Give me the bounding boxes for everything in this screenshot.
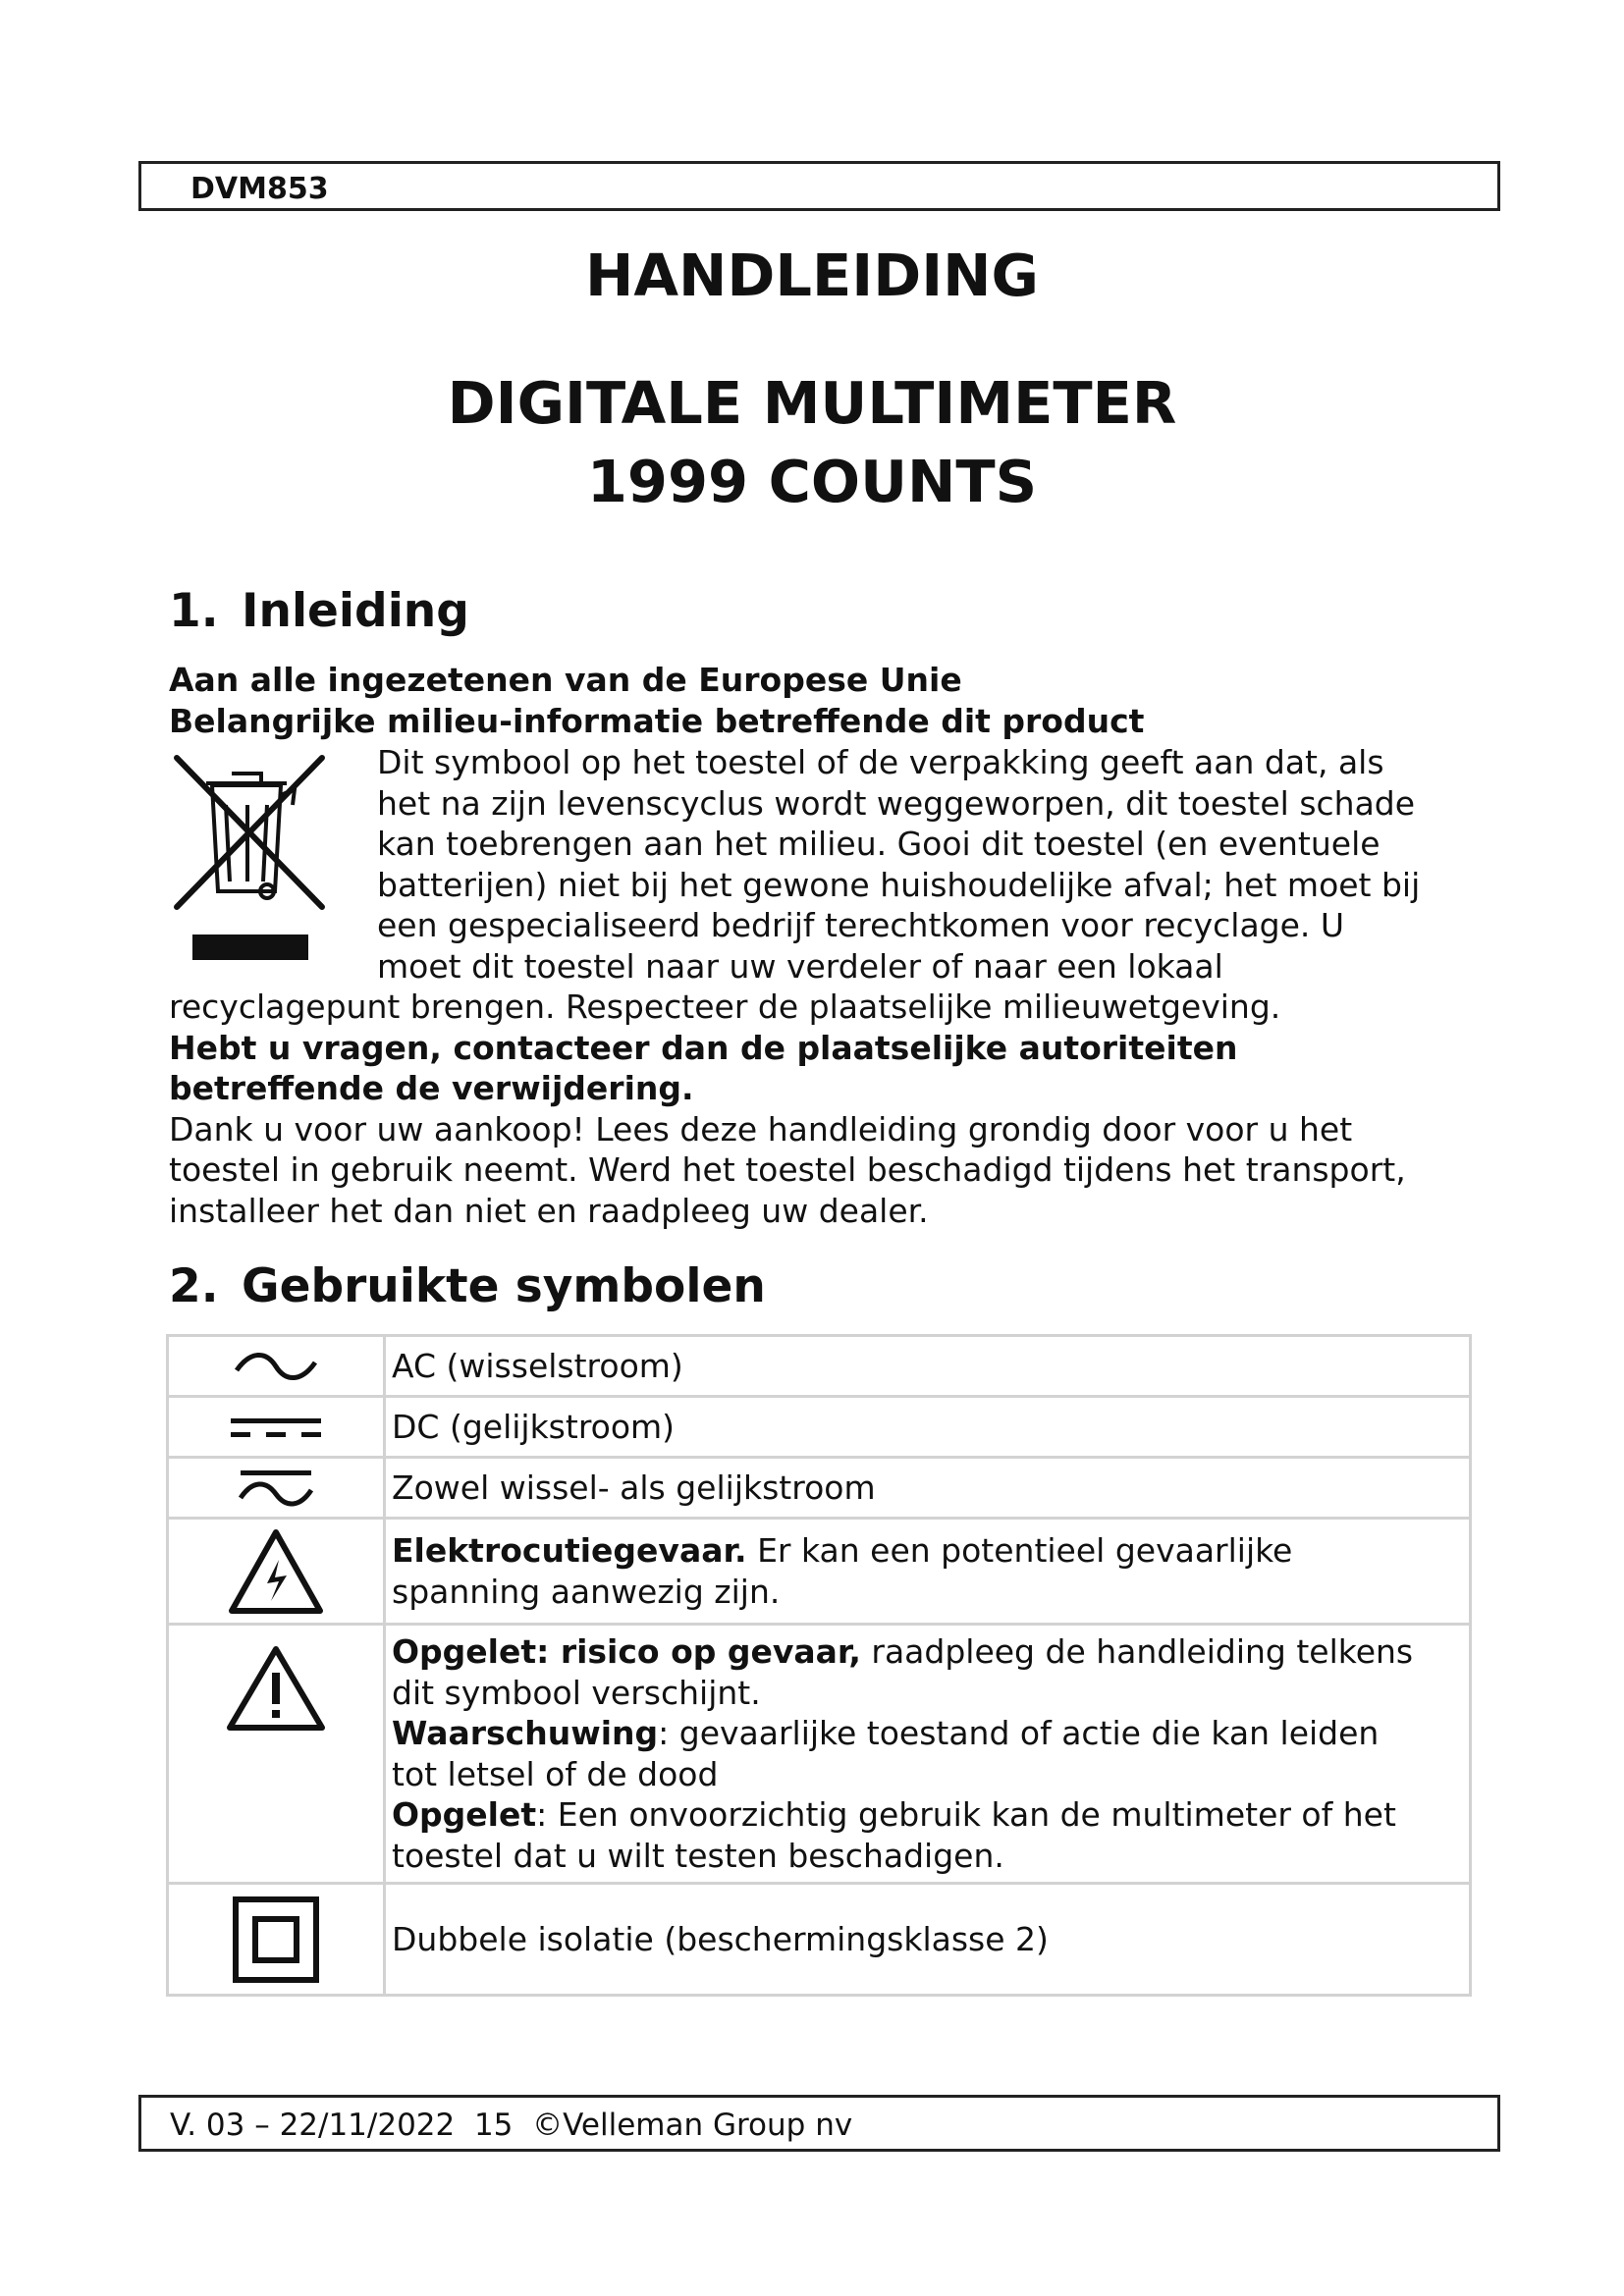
product-title: DIGITALE MULTIMETER [447, 369, 1177, 437]
weee-text-line: Dit symbool op het toestel of de verpakking geeft aan dat, als [377, 743, 1384, 781]
section-1-heading [169, 584, 469, 638]
table-row [168, 1397, 1471, 1458]
electrocution-hazard-icon [226, 1526, 326, 1617]
table-row [168, 1519, 1471, 1625]
table-row [168, 1336, 1471, 1397]
symbol-description: DC (gelijkstroom) [385, 1397, 1471, 1458]
thanks-line: Dank u voor uw aankoop! Lees deze handleiding grondig door voor u het [169, 1109, 1353, 1148]
attention-label: Opgelet [392, 1795, 537, 1834]
caution-label: Opgelet: risico op gevaar, [392, 1632, 861, 1671]
symbol-description: Dubbele isolatie (beschermingsklasse 2) [385, 1884, 1471, 1996]
hazard-label: Elektrocutiegevaar. [392, 1531, 747, 1570]
section-1-title: Inleiding [242, 584, 469, 638]
crossed-out-wheelie-bin-icon [165, 744, 332, 976]
dc-dashed-lines-icon [229, 1413, 323, 1442]
table-row: Opgelet: risico op gevaar, raadpleeg de handleiding telkens dit symbool verschijnt. Waarschuwing: gevaarlijke toestand of actie die kan leiden tot letsel of de dood Opgelet: Een onvoorzichtig gebruik kan de multimeter of het toestel dat u wilt testen beschadigen. [168, 1625, 1471, 1884]
double-insulation-icon [232, 1896, 320, 1984]
warning-label: Waarschuwing [392, 1714, 659, 1752]
header-box [138, 161, 1500, 211]
section-2-title: Gebruikte symbolen [242, 1259, 766, 1313]
table-row [168, 1458, 1471, 1519]
manual-title: HANDLEIDING [585, 241, 1039, 309]
symbol-description: Zowel wissel- als gelijkstroom [385, 1458, 1471, 1519]
symbol-description: AC (wisselstroom) [385, 1336, 1471, 1397]
weee-text-line: een gespecialiseerd bedrijf terechtkomen voor recyclage. U [377, 906, 1345, 944]
section-2-number: 2. [169, 1259, 219, 1313]
weee-text-line: recyclagepunt brengen. Respecteer de plaatselijke milieuwetgeving. [169, 988, 1281, 1026]
symbols-table [166, 1334, 1472, 1997]
weee-text-line: moet dit toestel naar uw verdeler of naar een lokaal [377, 946, 1223, 986]
symbol-description-cont: spanning aanwezig zijn. [392, 1572, 781, 1611]
ac-sine-wave-icon [231, 1349, 321, 1384]
ac-dc-combined-icon [237, 1467, 315, 1510]
footer-text: V. 03 – 22/11/2022 15 ©Velleman Group nv [170, 2108, 853, 2143]
symbol-description: Elektrocutiegevaar. Er kan een potentieel gevaarlijke [392, 1531, 1293, 1570]
model-label: DVM853 [190, 172, 329, 206]
footer-box [138, 2095, 1500, 2152]
table-row [168, 1884, 1471, 1996]
weee-text-line: batterijen) niet bij het gewone huishoudelijke afval; het moet bij [377, 865, 1421, 904]
weee-text-line: het na zijn levenscyclus wordt weggeworpen, dit toestel schade [377, 783, 1416, 823]
questions-line: betreffende de verwijdering. [169, 1069, 694, 1107]
section-1-number: 1. [169, 584, 219, 638]
thanks-line: toestel in gebruik neemt. Werd het toestel beschadigd tijdens het transport, [169, 1150, 1406, 1189]
eu-notice: Aan alle ingezetenen van de Europese Unie [169, 661, 962, 699]
weee-text-line: kan toebrengen aan het milieu. Gooi dit toestel (en eventuele [377, 825, 1380, 863]
product-subtitle: 1999 COUNTS [586, 448, 1038, 515]
environment-notice: Belangrijke milieu-informatie betreffende dit product [169, 702, 1145, 740]
caution-exclamation-icon [224, 1643, 328, 1734]
questions-line: Hebt u vragen, contacteer dan de plaatselijke autoriteiten [169, 1028, 1238, 1067]
section-2-heading [169, 1259, 766, 1313]
thanks-line: installeer het dan niet en raadpleeg uw dealer. [169, 1191, 929, 1230]
